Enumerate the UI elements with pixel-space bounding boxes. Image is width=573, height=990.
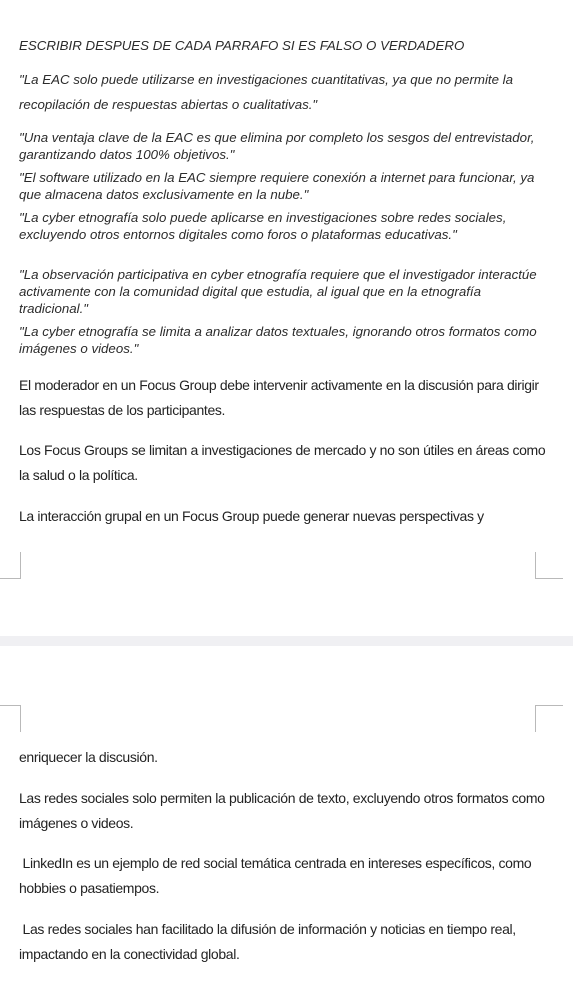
page-corner-mark: [535, 705, 563, 732]
statement-eac-cuantitativa: "La EAC solo puede utilizarse en investigaciones cuantitativas, ya que no permite la recopilación de respuestas abiertas o cualitativas.": [19, 72, 514, 112]
statement-redes-difusion: Las redes sociales han facilitado la difusión de información y noticias en tiempo real, impactando en la conectividad global.: [19, 921, 520, 962]
statement-moderador: El moderador en un Focus Group debe intervenir activamente en la discusión para dirigir las respuestas de los participantes.: [19, 377, 539, 418]
statement-linkedin: LinkedIn es un ejemplo de red social temática centrada en intereses específicos, como hobbies o pasatiempos.: [19, 855, 535, 896]
page-corner-mark: [535, 552, 563, 579]
statement-cyber-redes: "La cyber etnografía solo puede aplicarse en investigaciones sobre redes sociales, excluyendo otros entornos digitales como foros o plataformas educativas.": [19, 210, 507, 242]
page-separator: [0, 636, 573, 646]
statement-continuation: enriquecer la discusión.: [19, 749, 158, 765]
statement-interaccion-grupal: La interacción grupal en un Focus Group puede generar nuevas perspectivas y: [19, 508, 484, 524]
statement-observacion-participativa: "La observación participativa en cyber etnografía requiere que el investigador interactúe activamente con la comunidad digital que estudia, al igual que en la etnografía tradicional.": [19, 267, 537, 316]
statement-eac-software: "El software utilizado en la EAC siempre requiere conexión a internet para funcionar, ya que almacena datos exclusivamente en la nube.": [19, 170, 535, 202]
statement-eac-sesgos: "Una ventaja clave de la EAC es que elimina por completo los sesgos del entrevistador, garantizando datos 100% objetivos.": [19, 130, 535, 162]
instruction-heading: ESCRIBIR DESPUES DE CADA PARRAFO SI ES FALSO O VERDADERO: [19, 38, 465, 53]
statement-redes-texto: Las redes sociales solo permiten la publicación de texto, excluyendo otros formatos como imágenes o videos.: [19, 790, 545, 831]
statement-focus-mercado: Los Focus Groups se limitan a investigaciones de mercado y no son útiles en áreas como la salud o la política.: [19, 442, 546, 483]
statement-cyber-textual: "La cyber etnografía se limita a analizar datos textuales, ignorando otros formatos como imágenes o videos.": [19, 324, 537, 356]
page-corner-mark: [0, 552, 21, 579]
page-corner-mark: [0, 705, 21, 732]
